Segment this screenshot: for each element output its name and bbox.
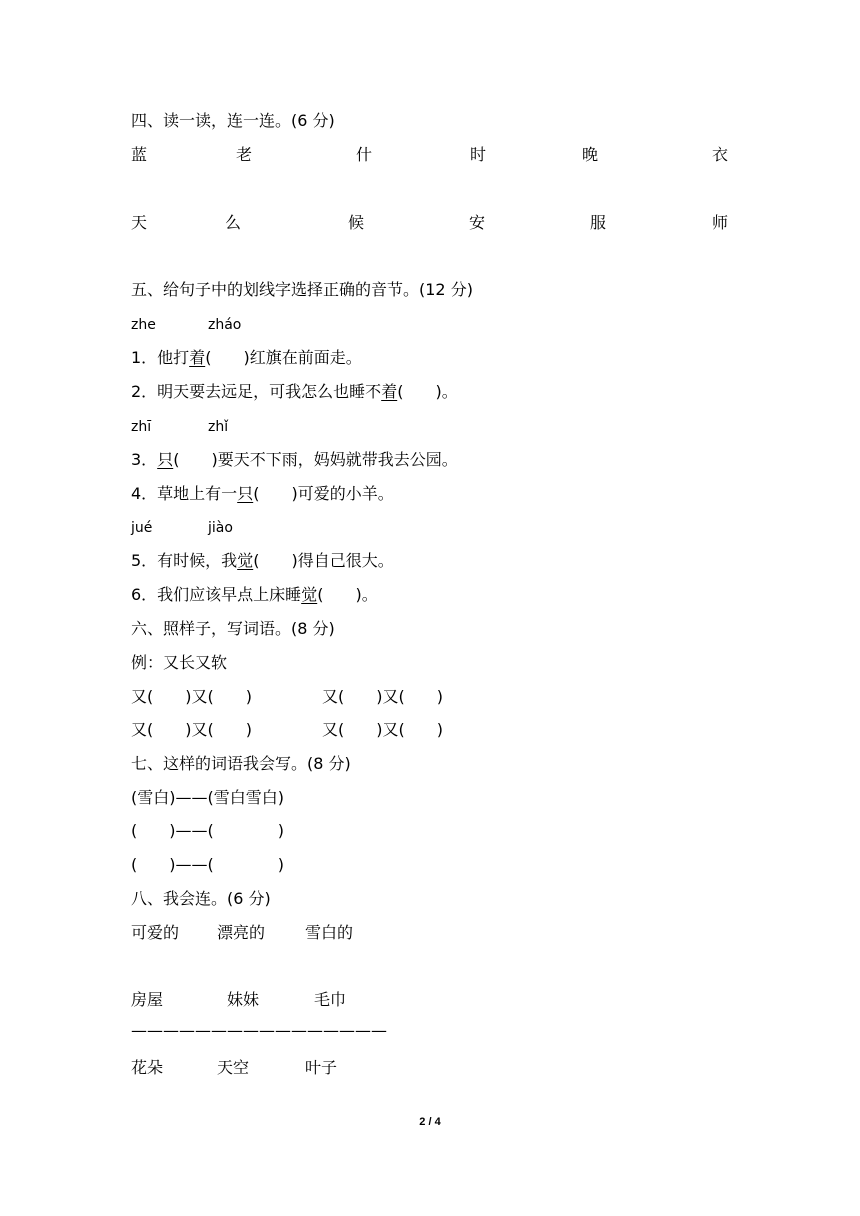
underlined-char: 觉 (237, 551, 254, 570)
underlined-char: 着 (381, 382, 398, 401)
s8-noun: 毛巾 (314, 990, 347, 1009)
s4-bottom-char-1: 天 (131, 213, 148, 232)
s4-bottom-char-5: 服 (590, 213, 607, 232)
s7-blank: ( )——( ) (131, 855, 284, 874)
s6-blank: 又( )又( ) (322, 720, 443, 739)
s8-adjective: 漂亮的 (217, 923, 266, 942)
question-4: 4．草地上有一只( )可爱的小羊。 (131, 484, 394, 503)
pinyin-option: zhǐ (208, 419, 229, 435)
pinyin-option: zhe (131, 317, 156, 333)
s4-bottom-char-6: 师 (712, 213, 729, 232)
s6-example: 例：又长又软 (131, 653, 228, 672)
pinyin-option: zháo (208, 317, 242, 333)
s4-bottom-char-2: 么 (225, 213, 242, 232)
s8-noun: 天空 (217, 1058, 250, 1077)
section-8-heading: 八、我会连。(6 分) (131, 889, 271, 908)
s4-top-char-4: 时 (470, 145, 487, 164)
s8-adjective: 雪白的 (305, 923, 354, 942)
underlined-char: 觉 (301, 585, 318, 604)
question-5: 5．有时候，我觉( )得自己很大。 (131, 551, 394, 570)
s4-top-char-1: 蓝 (131, 145, 148, 164)
underlined-char: 只 (237, 484, 254, 503)
pinyin-option: jiào (208, 520, 233, 536)
s8-adjective: 可爱的 (131, 923, 180, 942)
underlined-char: 只 (157, 450, 174, 469)
s8-noun: 妹妹 (227, 990, 260, 1009)
underlined-char: 着 (189, 348, 206, 367)
section-7-heading: 七、这样的词语我会写。(8 分) (131, 754, 351, 773)
section-5-heading: 五、给句子中的划线字选择正确的音节。(12 分) (131, 280, 473, 299)
divider-line: ———————————————— (131, 1021, 387, 1040)
pinyin-option: jué (131, 520, 153, 536)
pinyin-option: zhī (131, 419, 152, 435)
page-number: 2 / 4 (419, 1116, 441, 1128)
s4-top-char-5: 晚 (582, 145, 599, 164)
s4-top-char-6: 衣 (712, 145, 729, 164)
section-6-heading: 六、照样子，写词语。(8 分) (131, 619, 335, 638)
s6-blank: 又( )又( ) (131, 687, 252, 706)
s8-noun: 叶子 (305, 1058, 338, 1077)
s8-noun: 花朵 (131, 1058, 164, 1077)
question-1: 1．他打着( )红旗在前面走。 (131, 348, 362, 367)
s4-top-char-3: 什 (356, 145, 373, 164)
s4-top-char-2: 老 (236, 145, 253, 164)
s7-blank: ( )——( ) (131, 821, 284, 840)
s8-noun: 房屋 (131, 990, 164, 1009)
s6-blank: 又( )又( ) (131, 720, 252, 739)
question-2: 2．明天要去远足，可我怎么也睡不着( )。 (131, 382, 458, 401)
section-4-heading: 四、读一读，连一连。(6 分) (131, 111, 335, 130)
question-6: 6．我们应该早点上床睡觉( )。 (131, 585, 378, 604)
s4-bottom-char-4: 安 (469, 213, 486, 232)
s4-bottom-char-3: 候 (348, 213, 365, 232)
question-3: 3．只( )要天不下雨，妈妈就带我去公园。 (131, 450, 458, 469)
s6-blank: 又( )又( ) (322, 687, 443, 706)
s7-example: (雪白)——(雪白雪白) (131, 788, 284, 807)
